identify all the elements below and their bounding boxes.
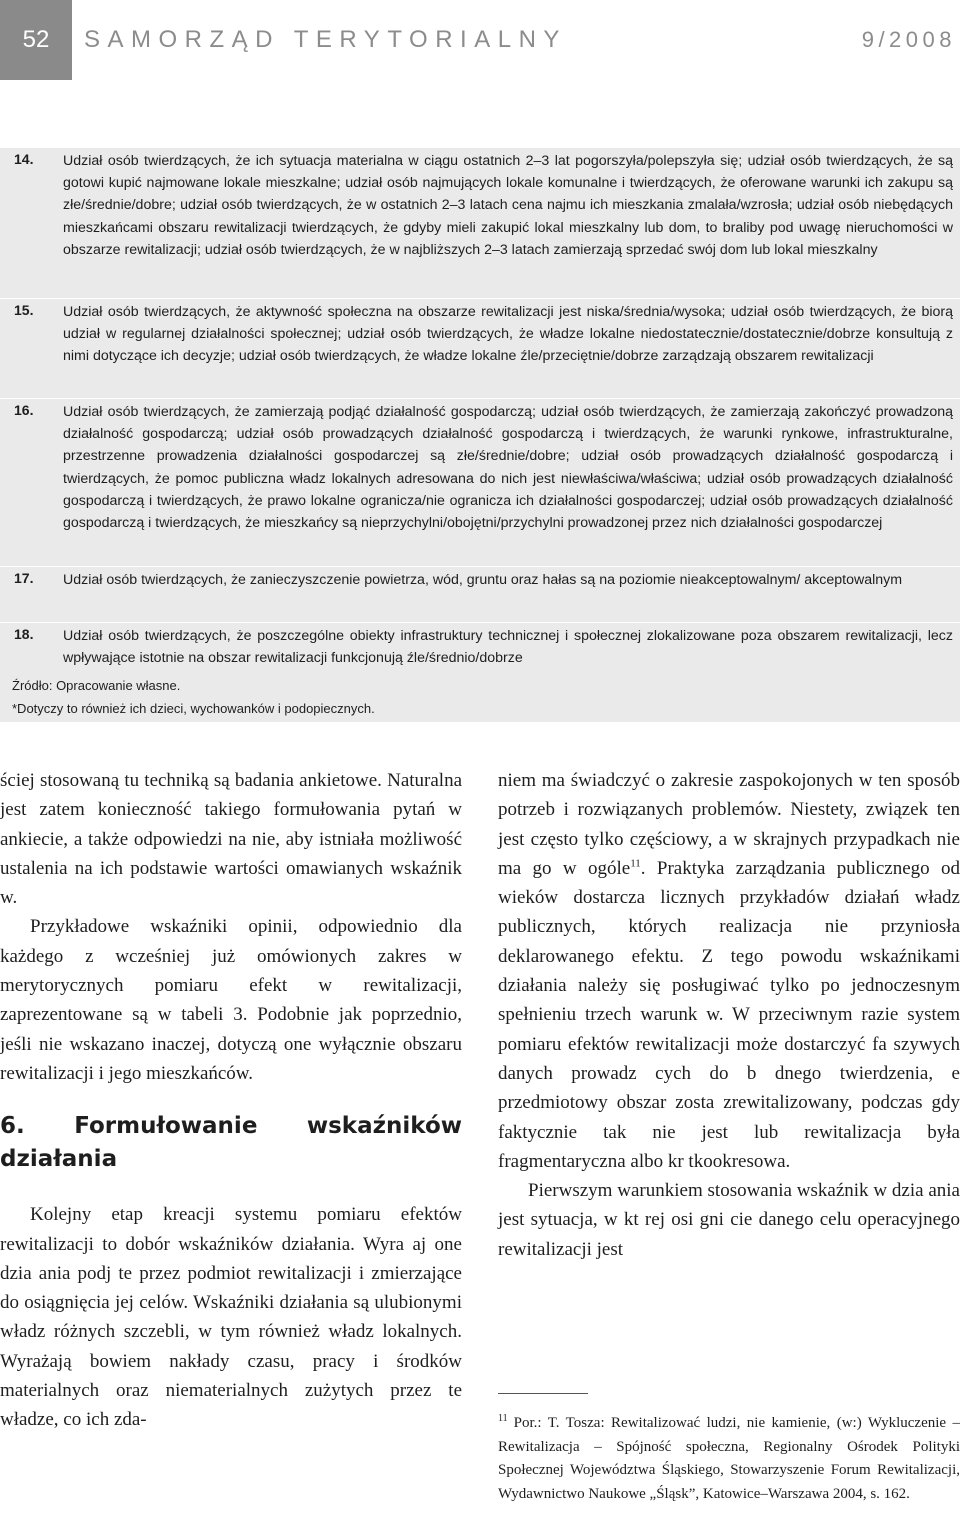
paragraph <box>498 766 960 1176</box>
journal-title: SAMORZĄD TERYTORIALNY <box>84 26 567 53</box>
section-heading: 6. Formułowanie wskaźników działania <box>0 1113 462 1173</box>
left-column <box>0 766 462 1435</box>
row-text: Udział osób twierdzących, że zamierzają podjąć działalność gospodarczą; udział osób twierdzących, że zamierzają zakończyć prowadzoną działalność gospodarczą; udział osób prowadzących działalność gospodarczą i twierdzących, że warunki rynkowe, infrastrukturalne, przestrzenne prowadzenia działalności gospodarczej są złe/średnie/dobre; udział osób prowadzących działalność gospodarczą i twierdzących, że pomoc publiczna władz lokalnych adresowana do nich jest niewłaściwa/właściwa; udział osób prowadzących działalność gospodarczą i twierdzących, że prawo lokalne ogranicza/nie ogranicza ich działalności gospodarczej; udział osób prowadzących działalność gospodarczą i twierdzących, że mieszkańcy są nieprzychylni/obojętni/przychylni prowadzonej przez nich działalności gospodarczej <box>63 404 953 532</box>
paragraph: Przykładowe wskaźniki opinii, odpowiednio dla każdego z wcześniej już omówionych zakres w merytorycznych pomiaru efekt w rewitalizacji, zaprezentowane są w tabeli 3. Podobnie jak poprzednio, jeśli nie wskazano inaczej, dotyczą one wyłącznie obszaru rewitalizacji i jego mieszkańców. <box>0 916 462 1084</box>
paragraph: ściej stosowaną tu techniką są badania ankietowe. Naturalna jest zatem konieczność takiego formułowania pytań w ankiecie, a także odpowiedzi na nie, aby istniała możliwość ustalenia na ich podstawie wartości omawianych wskaźnik w. <box>0 770 462 909</box>
row-number: 18. <box>14 626 34 642</box>
table-row <box>0 148 960 296</box>
table-source: Źródło: Opracowanie własne. <box>12 678 181 693</box>
row-number: 15. <box>14 302 34 318</box>
footnote-reference[interactable]: 11 <box>630 857 641 870</box>
table-row <box>0 622 960 673</box>
table-row <box>0 298 960 397</box>
footnote <box>498 1407 960 1506</box>
row-number: 17. <box>14 570 34 586</box>
table-note: *Dotyczy to również ich dzieci, wychowanków i podopiecznych. <box>12 701 375 716</box>
row-text: Udział osób twierdzących, że zanieczyszczenie powietrza, wód, gruntu oraz hałas są na poziomie nieakceptowalnym/ akceptowalnym <box>63 572 903 588</box>
table-row <box>0 566 960 621</box>
paragraph: Pierwszym warunkiem stosowania wskaźnik w dzia ania jest sytuacja, w kt rej osi gni cie danego celu operacyjnego rewitalizacji jest <box>498 1180 960 1260</box>
issue-number: 9/2008 <box>861 27 956 52</box>
row-text: Udział osób twierdzących, że ich sytuacja materialna w ciągu ostatnich 2–3 lat pogorszyła/polepszyła się; udział osób twierdzących, że są gotowi kupić najmowane lokale mieszkalne; udział osób najmujących lokale komunalne i twierdzących, że oferowane warunki ich zakupu są złe/średnie/dobre; udział osób twierdzących, że w ostatnich 2–3 latach cena najmu ich mieszkania zmalała/wzrosła; udział osób niebędących mieszkańcami obszaru rewitalizacji twierdzących, że gdyby mieli zakupić lokal mieszkalny lub dom, to braliby pod uwagę nieruchomości w obszarze rewitalizacji; udział osób twierdzących, że w najbliższych 2–3 latach zamierzają sprzedać swój dom lub lokal mieszkalny <box>63 153 953 258</box>
paragraph-text: . Praktyka zarządzania publicznego od wieków dostarcza licznych przykładów działań władz publicznych, których realizacja nie przyniosła deklarowanego efektu. Z tego powodu wskaźnikami działania należy się posługiwać tylko po jednoczesnym spełnieniu trzech warunk w. W przeciwnym razie system pomiaru efektów rewitalizacji może dostarczyć fa szywych danych prowadz cych do b dnego twierdzenia, e przedmiotowy obszar zosta zrewitalizowany, podczas gdy faktycznie tak nie jest lub rewitalizacja była fragmentaryczna albo kr tkookresowa. <box>498 857 960 1172</box>
footnote-text: Por.: T. Tosza: Rewitalizować ludzi, nie kamienie, (w:) Wykluczenie – Rewitalizacja – Spójność społeczna, Regionalny Ośrodek Polityki Społecznej Województwa Śląskiego, Stowarzyszenie Forum Rewitalizacji, Wydawnictwo Naukowe „Śląsk”, Katowice–Warszawa 2004, s. 162. <box>498 1415 960 1502</box>
indicator-table <box>0 148 960 722</box>
row-number: 14. <box>14 151 34 167</box>
paragraph: Kolejny etap kreacji systemu pomiaru efektów rewitalizacji to dobór wskaźników działania. Wyra aj one dzia ania podj te przez podmiot rewitalizacji i zmierzające do osiągnięcia jej celów. Wskaźniki działania są ulubionymi władz różnych szczebli, w tym również władz lokalnych. Wyrażają bowiem nakłady czasu, pracy i środków materialnych oraz niematerialnych zużytych przez te władze, co ich zda- <box>0 1204 462 1431</box>
footnote-divider <box>498 1393 588 1394</box>
row-text: Udział osób twierdzących, że poszczególne obiekty infrastruktury technicznej i społecznej zlokalizowane poza obszarem rewitalizacji, lecz wpływające istotnie na obszar rewitalizacji funkcjonują źle/średnio/dobrze <box>63 628 953 667</box>
row-number: 16. <box>14 402 34 418</box>
page-header <box>0 0 960 80</box>
table-row <box>0 398 960 565</box>
page-number: 52 <box>0 0 72 80</box>
row-text: Udział osób twierdzących, że aktywność społeczna na obszarze rewitalizacji jest niska/średnia/wysoka; udział osób twierdzących, że biorą udział w regularnej działalności społecznej; udział osób twierdzących, że władze lokalne niedostatecznie/dostatecznie/dobrze konsultują z nimi dotyczące ich decyzje; udział osób twierdzących, że władze lokalne źle/przeciętnie/dobrze zarządzają obszarem rewitalizacji <box>63 304 953 365</box>
footnote-mark: 11 <box>498 1413 508 1424</box>
right-column <box>498 766 960 1264</box>
paragraph-text: niem ma świadczyć o zakresie zaspokojonych w ten sposób potrzeb i rozwiązanych problemów. Niestety, związek ten jest często tylko częściowy, a w skrajnych przypadkach nie ma go w ogóle <box>498 770 960 879</box>
